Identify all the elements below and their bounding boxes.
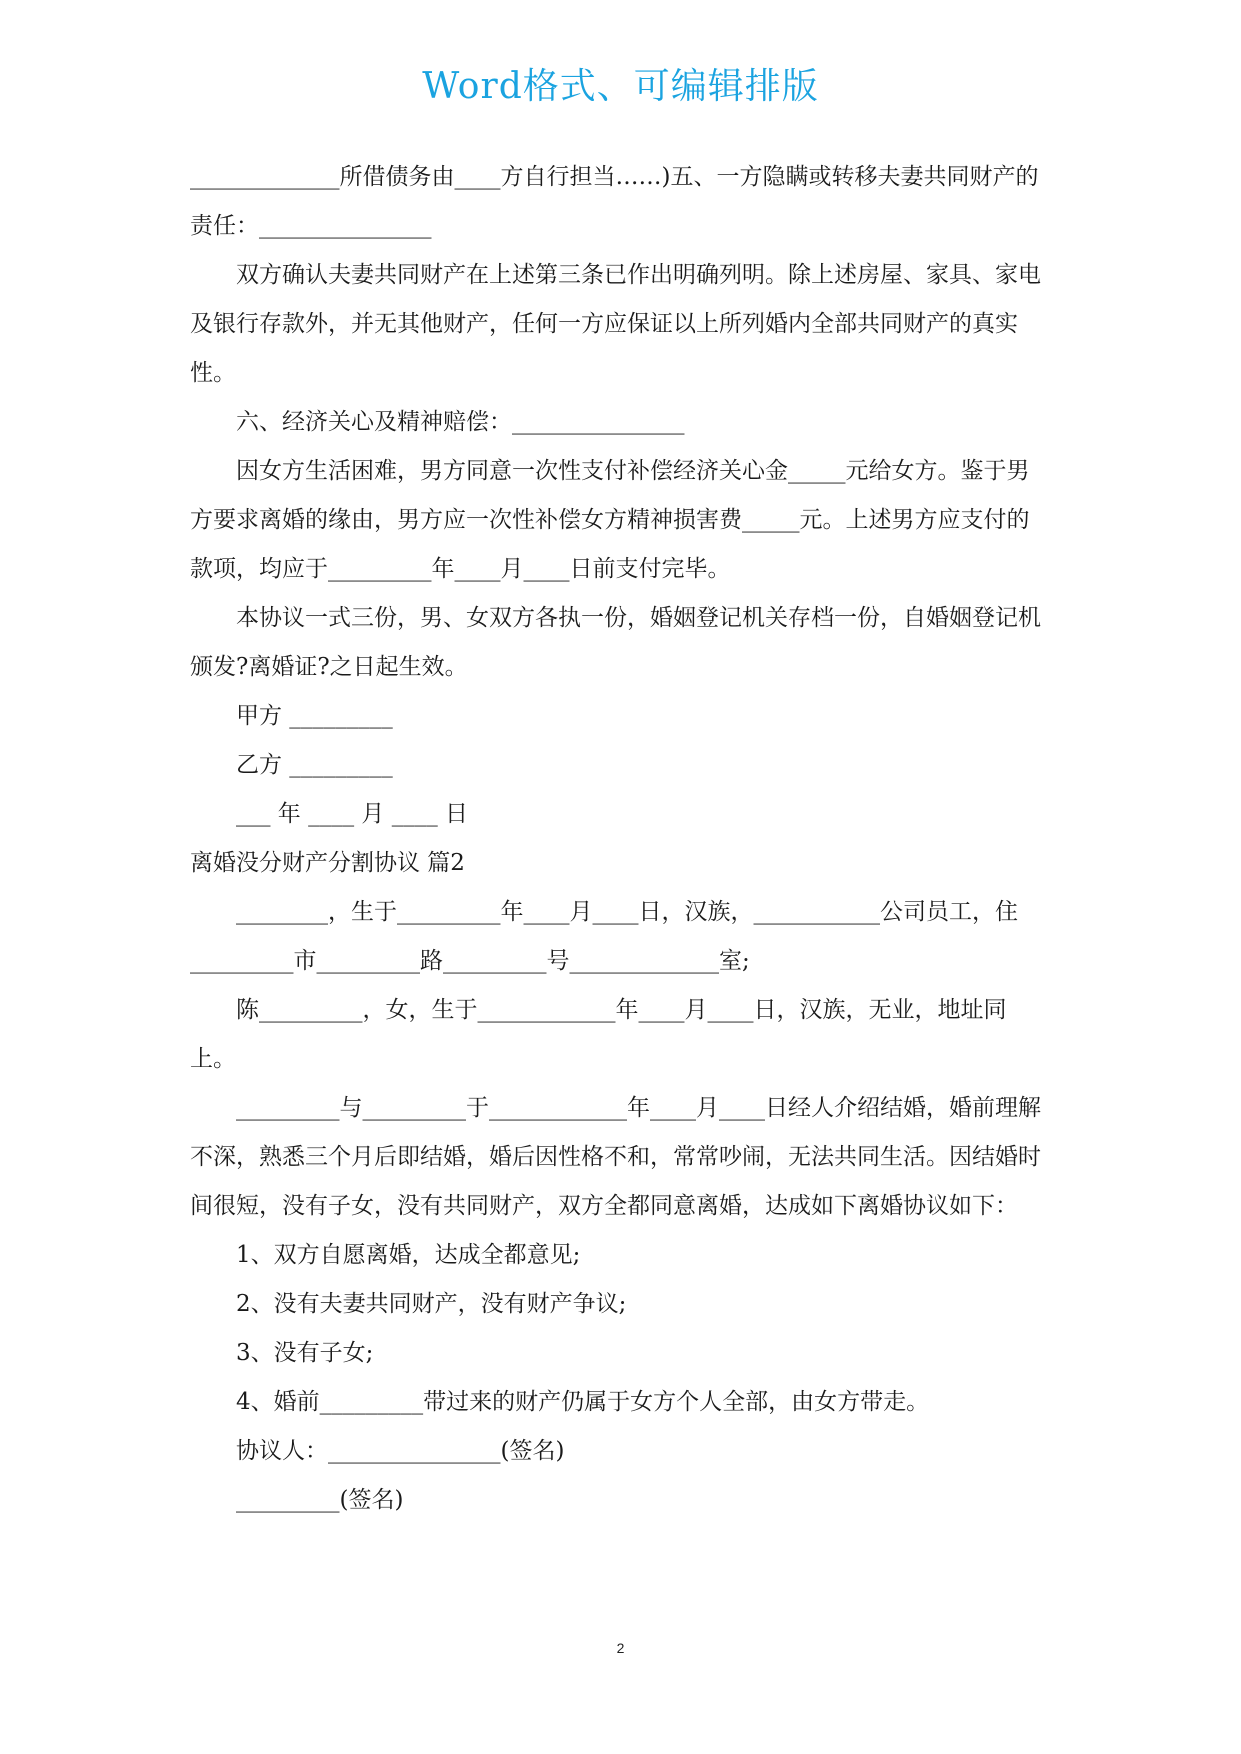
paragraph-debt-clause: _____________所借债务由____方自行担当……)五、一方隐瞒或转移夫妻共同财产的责任：_______________ bbox=[190, 164, 1039, 239]
paragraph-marriage-background: _________与_________于____________年____月____日经人介绍结婚，婚前理解不深，熟悉三个月后即结婚，婚后因性格不和，常常吵闹，无法共同生活。因结婚时间很短，没有子女，没有共同财产，双方全都同意离婚，达成如下离婚协议如下： bbox=[190, 1095, 1041, 1219]
document-body bbox=[190, 153, 1050, 1525]
agreement-item-4: 4、婚前_________带过来的财产仍属于女方个人全部，由女方带走。 bbox=[236, 1389, 930, 1415]
section-title-part-2: 离婚没分财产分割协议 篇2 bbox=[190, 850, 465, 876]
paragraph-property-confirmation: 双方确认夫妻共同财产在上述第三条已作出明确列明。除上述房屋、家具、家电及银行存款外，并无其他财产，任何一方应保证以上所列婚内全部共同财产的真实性。 bbox=[190, 262, 1041, 386]
signature-second-party: _________(签名) bbox=[236, 1487, 404, 1513]
signature-party-b: 乙方 _________ bbox=[236, 752, 393, 778]
signature-agreement-party: 协议人：_______________(签名) bbox=[236, 1438, 565, 1464]
paragraph-section-six-heading: 六、经济关心及精神赔偿：_______________ bbox=[236, 409, 685, 435]
document-header-title: Word格式、可编辑排版 bbox=[422, 66, 819, 107]
paragraph-compensation: 因女方生活困难，男方同意一次性支付补偿经济关心金_____元给女方。鉴于男方要求离婚的缘由，男方应一次性补偿女方精神损害费_____元。上述男方应支付的款项，均应于_________年____月____日前支付完毕。 bbox=[190, 458, 1030, 582]
agreement-item-1: 1、双方自愿离婚，达成全都意见; bbox=[236, 1242, 581, 1268]
paragraph-party-one-info: ________，生于_________年____月____日，汉族，___________公司员工，住_________市_________路_________号_____________室; bbox=[190, 899, 1018, 974]
page-number: 2 bbox=[616, 1640, 625, 1656]
paragraph-party-two-info: 陈_________，女，生于____________年____月____日，汉族，无业，地址同上。 bbox=[190, 997, 1007, 1072]
agreement-item-2: 2、没有夫妻共同财产，没有财产争议; bbox=[236, 1291, 627, 1317]
signature-date: ___ 年 ____ 月 ____ 日 bbox=[236, 801, 469, 827]
paragraph-copies-effective: 本协议一式三份，男、女双方各执一份，婚姻登记机关存档一份，自婚姻登记机颁发?离婚证?之日起生效。 bbox=[190, 605, 1041, 680]
agreement-item-3: 3、没有子女; bbox=[236, 1340, 374, 1366]
signature-party-a: 甲方 _________ bbox=[236, 703, 393, 729]
